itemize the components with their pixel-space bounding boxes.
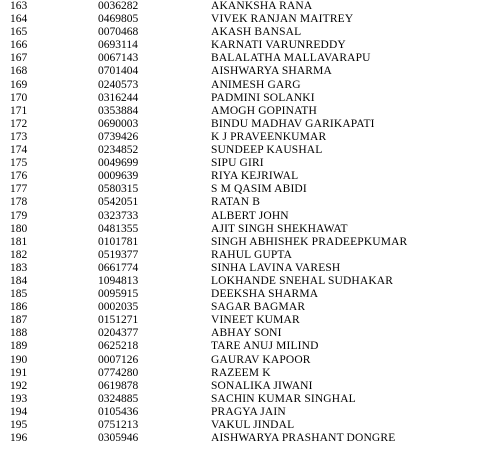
candidate-name: AISHWARYA PRASHANT DONGRE [211,432,396,445]
serial-number: 174 [10,144,28,157]
candidate-name: KARNATI VARUNREDDY [211,39,346,52]
list-row [0,210,498,223]
candidate-name: AMOGH GOPINATH [211,104,317,117]
serial-number: 177 [10,183,28,196]
candidate-name: AKANKSHA RANA [211,0,313,12]
serial-number: 171 [10,104,28,117]
roll-number: 0101781 [98,235,139,248]
serial-number: 168 [10,65,28,78]
roll-number: 0204377 [98,327,139,340]
serial-number: 187 [10,314,28,327]
roll-number: 1094813 [98,274,139,287]
roll-number: 0661774 [98,261,139,274]
roll-number: 0323733 [98,209,139,222]
candidate-name: SIPU GIRI [211,157,264,170]
candidate-name: SACHIN KUMAR SINGHAL [211,392,356,405]
candidate-name: AISHWARYA SHARMA [211,65,332,78]
list-row [0,314,498,327]
list-row [0,275,498,288]
serial-number: 189 [10,340,28,353]
list-row [0,118,498,131]
serial-number: 188 [10,327,28,340]
list-row [0,79,498,92]
serial-number: 172 [10,117,28,130]
serial-number: 195 [10,419,28,431]
roll-number: 0353884 [98,104,139,117]
candidate-name: ALBERT JOHN [211,209,289,222]
candidate-name: TARE ANUJ MILIND [211,340,319,353]
serial-number: 180 [10,222,28,235]
candidate-name: RAHUL GUPTA [211,248,293,261]
candidate-name: VINEET KUMAR [211,314,300,327]
roll-number: 0234852 [98,144,139,157]
list-row [0,39,498,52]
candidate-name: K J PRAVEENKUMAR [211,130,327,143]
roll-number: 0693114 [98,39,138,52]
list-row [0,157,498,170]
list-row [0,26,498,39]
roll-number: 0036282 [98,0,139,12]
candidate-name: ABHAY SONI [211,327,282,340]
list-row [0,236,498,249]
candidate-name: SINHA LAVINA VARESH [211,261,341,274]
roll-number: 0324885 [98,392,139,405]
list-row [0,196,498,209]
serial-number: 185 [10,288,28,301]
candidate-name: DEEKSHA SHARMA [211,288,319,301]
candidate-name: SAGAR BAGMAR [211,301,306,314]
roll-number: 0049699 [98,157,139,170]
serial-number: 164 [10,13,28,26]
list-row [0,223,498,236]
candidate-name: PADMINI SOLANKI [211,91,315,104]
list-row [0,65,498,78]
list-row [0,406,498,419]
roll-number: 0067143 [98,52,139,65]
serial-number: 169 [10,78,28,91]
roll-number: 0240573 [98,78,139,91]
roll-number: 0009639 [98,170,139,183]
candidate-name: GAURAV KAPOOR [211,353,311,366]
list-row [0,288,498,301]
roll-number: 0007126 [98,353,139,366]
candidate-name: S M QASIM ABIDI [211,183,307,196]
candidate-name: LOKHANDE SNEHAL SUDHAKAR [211,274,394,287]
list-row [0,249,498,262]
list-row [0,52,498,65]
serial-number: 192 [10,379,28,392]
serial-number: 193 [10,392,28,405]
roll-number: 0481355 [98,222,139,235]
candidate-name: VIVEK RANJAN MAITREY [211,13,354,26]
list-row [0,393,498,406]
serial-number: 163 [10,0,28,12]
serial-number: 181 [10,235,28,248]
list-row [0,327,498,340]
serial-number: 170 [10,91,28,104]
roll-number: 0095915 [98,288,139,301]
serial-number: 173 [10,130,28,143]
list-row [0,105,498,118]
list-row [0,92,498,105]
roll-number: 0519377 [98,248,139,261]
list-row [0,13,498,26]
list-row [0,262,498,275]
serial-number: 183 [10,261,28,274]
roll-number: 0070468 [98,26,139,39]
list-row [0,380,498,393]
list-row [0,144,498,157]
roll-number: 0625218 [98,340,139,353]
serial-number: 178 [10,196,28,209]
list-row [0,170,498,183]
serial-number: 179 [10,209,28,222]
serial-number: 166 [10,39,28,52]
candidate-name: BALALATHA MALLAVARAPU [211,52,371,65]
serial-number: 184 [10,274,28,287]
serial-number: 194 [10,405,28,418]
roll-number: 0469805 [98,13,139,26]
candidate-name: SUNDEEP KAUSHAL [211,144,323,157]
candidate-name: RAZEEM K [211,366,271,379]
list-row [0,301,498,314]
roll-number: 0619878 [98,379,139,392]
roll-number: 0105436 [98,405,139,418]
roll-number: 0774280 [98,366,139,379]
list-row [0,419,498,432]
roll-number: 0580315 [98,183,139,196]
candidate-name: SINGH ABHISHEK PRADEEPKUMAR [211,235,408,248]
roll-number: 0690003 [98,117,139,130]
roll-number: 0751213 [98,419,139,431]
list-row [0,432,498,445]
list-row [0,340,498,353]
candidate-name: AKASH BANSAL [211,26,302,39]
serial-number: 190 [10,353,28,366]
serial-number: 175 [10,157,28,170]
roll-number: 0305946 [98,432,139,445]
roll-number: 0316244 [98,91,139,104]
list-row [0,354,498,367]
roll-number: 0542051 [98,196,139,209]
candidate-name: RIYA KEJRIWAL [211,170,299,183]
serial-number: 196 [10,432,28,445]
list-row [0,367,498,380]
list-row [0,183,498,196]
candidate-name: RATAN B [211,196,261,209]
list-row [0,0,498,13]
serial-number: 165 [10,26,28,39]
candidate-name: BINDU MADHAV GARIKAPATI [211,117,375,130]
roll-number: 0701404 [98,65,139,78]
candidate-name: ANIMESH GARG [211,78,301,91]
candidate-name: SONALIKA JIWANI [211,379,313,392]
serial-number: 186 [10,301,28,314]
candidate-name: AJIT SINGH SHEKHAWAT [211,222,348,235]
serial-number: 191 [10,366,28,379]
list-row [0,131,498,144]
candidate-name: PRAGYA JAIN [211,405,286,418]
roll-number: 0739426 [98,130,139,143]
roll-number: 0002035 [98,301,139,314]
serial-number: 182 [10,248,28,261]
serial-number: 167 [10,52,28,65]
roll-number: 0151271 [98,314,139,327]
candidate-name: VAKUL JINDAL [211,419,295,431]
serial-number: 176 [10,170,28,183]
